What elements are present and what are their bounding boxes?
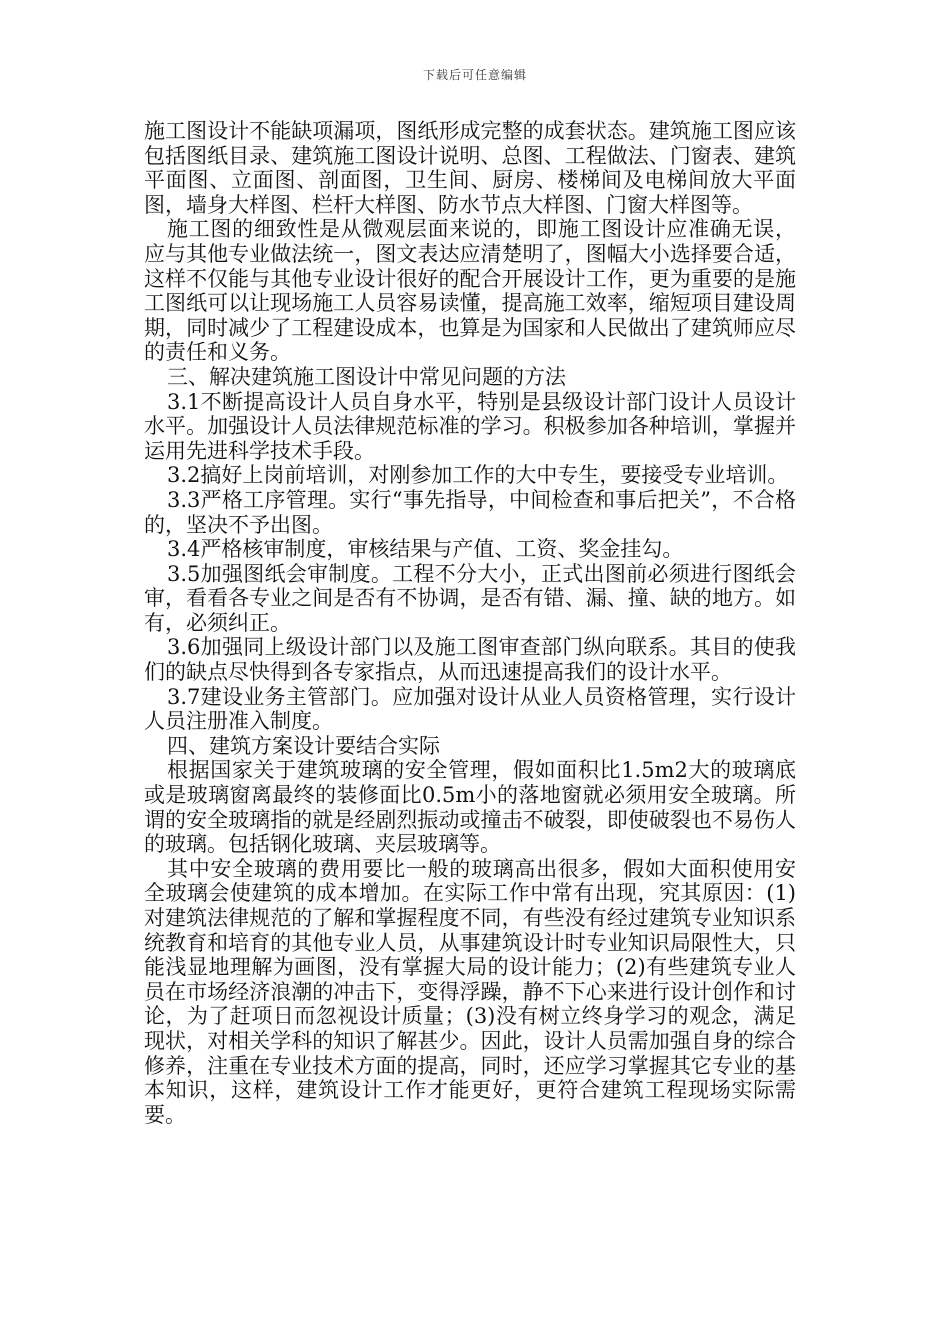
paragraph-3-4: 3.4严格核审制度，审核结果与产值、工资、奖金挂勾。 bbox=[167, 537, 684, 562]
page-header: 下载后可任意编辑 bbox=[422, 68, 527, 82]
paragraph-3-1: 3.1不断提高设计人员自身水平，特别是县级设计部门设计人员设计水平。加强设计人员法律规范标准的学习。积极参加各种培训，掌握并运用先进科学技术手段。 bbox=[144, 389, 796, 463]
section-heading-3: 三、解决建筑施工图设计中常见问题的方法 bbox=[167, 364, 566, 389]
paragraph-drawing-detail: 施工图的细致性是从微观层面来说的，即施工图设计应准确无误，应与其他专业做法统一，图文表达应清楚明了，图幅大小选择要合适，这样不仅能与其他专业设计很好的配合开展设计工作，更为重要的是施工图纸可以让现场施工人员容易读懂，提高施工效率，缩短项目建设周期，同时减少了工程建设成本，也算是为国家和人民做出了建筑师应尽的责任和义务。 bbox=[144, 217, 796, 365]
section-heading-4: 四、建筑方案设计要结合实际 bbox=[167, 733, 440, 758]
paragraph-glass-cost: 其中安全玻璃的费用要比一般的玻璃高出很多，假如大面积使用安全玻璃会使建筑的成本增加。在实际工作中常有出现，究其原因：(1)对建筑法律规范的了解和掌握程度不同，有些没有经过建筑专业知识系统教育和培育的其他专业人员，从事建筑设计时专业知识局限性大，只能浅显地理解为画图，没有掌握大局的设计能力；(2)有些建筑专业人员在市场经济浪潮的冲击下，变得浮躁，静不下心来进行设计创作和讨论，为了赶项日而忽视设计质量；(3)没有树立终身学习的观念，满足现状，对相关学科的知识了解甚少。因此，设计人员需加强自身的综合修养，注重在专业技术方面的提高，同时，还应学习掌握其它专业的基本知识，这样，建筑设计工作才能更好，更符合建筑工程现场实际需要。 bbox=[144, 856, 796, 1127]
paragraph-3-2: 3.2搞好上岗前培训，对刚参加工作的大中专生，要接受专业培训。 bbox=[167, 463, 789, 488]
paragraph-safety-glass: 根据国家关于建筑玻璃的安全管理，假如面积比1.5m2大的玻璃底或是玻璃窗离最终的装修面比0.5m小的落地窗就必须用安全玻璃。所谓的安全玻璃指的就是经剧烈振动或撞击不破裂，即使破裂也不易伤人的玻璃。包括钢化玻璃、夹层玻璃等。 bbox=[144, 758, 796, 857]
paragraph-3-5: 3.5加强图纸会审制度。工程不分大小，正式出图前必须进行图纸会审，看看各专业之间是否有不协调，是否有错、漏、撞、缺的地方。如有，必须纠正。 bbox=[144, 561, 796, 635]
paragraph-3-3: 3.3严格工序管理。实行“事先指导，中间检查和事后把关”，不合格的，坚决不予出图。 bbox=[144, 487, 796, 537]
paragraph-3-7: 3.7建设业务主管部门。应加强对设计从业人员资格管理，实行设计人员注册准入制度。 bbox=[144, 684, 796, 734]
document-body bbox=[144, 119, 796, 1127]
paragraph-drawing-completeness: 施工图设计不能缺项漏项，图纸形成完整的成套状态。建筑施工图应该包括图纸目录、建筑施工图设计说明、总图、工程做法、门窗表、建筑平面图、立面图、剖面图，卫生间、厨房、楼梯间及电梯间放大平面图，墙身大样图、栏杆大样图、防水节点大样图、门窗大样图等。 bbox=[144, 119, 796, 217]
paragraph-3-6: 3.6加强同上级设计部门以及施工图审查部门纵向联系。其目的使我们的缺点尽快得到各专家指点，从而迅速提高我们的设计水平。 bbox=[144, 635, 796, 685]
